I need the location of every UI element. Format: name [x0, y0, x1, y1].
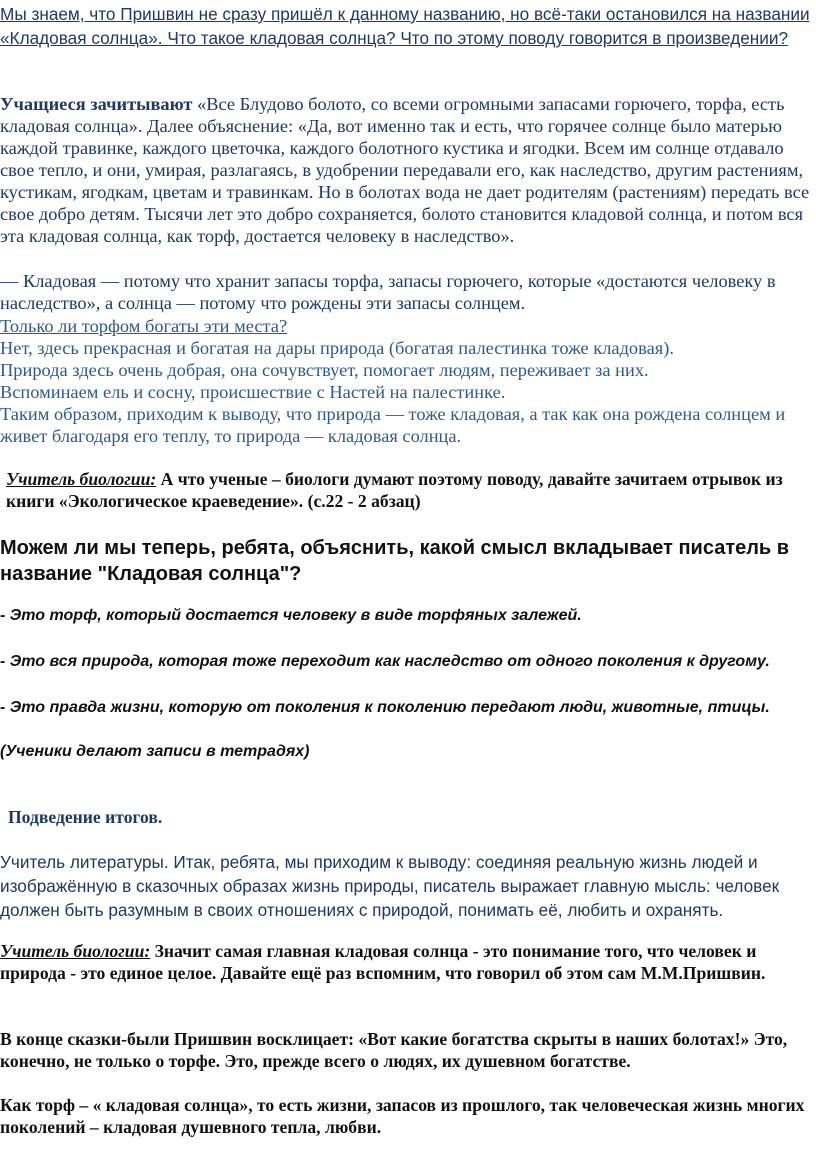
students-read-text: «Все Блудово болото, со всеми огромными запасами горючего, торфа, есть кладовая солнца». Далее объяснение: «Да, вот именно так и есть, что горячее солнце было матерью каждой травинке, каждого цветочка, каждого болотного кустика и ягодки. Всем им солнце отдавало свое тепло, и они, умирая, разлагаясь, в удобрении передавали его, как наследство, другим растениям, кустикам, ягодкам, цветам и травинкам. Но в болотах вода не дает родителям (растениям) передать все свое добро детям. Тысячи лет это добро сохраняется, болото становится кладовой солнца, и потом вся эта кладовая солнца, как торф, достается человеку в наследство». [0, 94, 810, 246]
biology-teacher-label: Учитель биологии: [6, 469, 157, 489]
nature-line-2: Природа здесь очень добрая, она сочувствует, помогает людям, переживает за них. [0, 360, 649, 380]
biology-teacher-text: А что ученые – биологи думают поэтому поводу, давайте зачитаем отрывок из книги «Экологическое краеведение». (с.22 - 2 абзац) [6, 469, 783, 511]
answer-2: - Это вся природа, которая тоже переходит как наследство от одного поколения к другому. [0, 653, 770, 670]
biology-teacher-2-label: Учитель биологии: [0, 941, 151, 961]
nature-line-3: Вспоминаем ель и сосну, происшествие с Настей на палестинке. [0, 382, 506, 402]
literature-teacher-paragraph: Учитель литературы. Итак, ребята, мы приходим к выводу: соединяя реальную жизнь людей и изображённую в сказочных образах жизнь природы, писатель выражает главную мысль: человек должен быть разумным в своих отношениях с природой, понимать её, любить и охранять. [0, 852, 780, 920]
answer-3: - Это правда жизни, которую от поколения к поколению передают люди, животные, птицы. [0, 699, 770, 716]
students-read-label: Учащиеся зачитывают [0, 94, 193, 114]
biology-teacher-2 [0, 940, 812, 984]
biology-teacher-1 [0, 468, 812, 512]
nature-line-4: Таким образом, приходим к выводу, что природа — тоже кладовая, а так как она рождена солнцем и живет благодаря его теплу, то природа — кладовая солнца. [0, 404, 786, 446]
nature-line-1: Нет, здесь прекрасная и богатая на дары природа (богатая палестинка тоже кладовая). [0, 338, 674, 358]
dash-explanation: — Кладовая — потому что хранит запасы торфа, запасы горючего, которые «достаются человеку в наследство», а солнца — потому что рождены эти запасы солнцем. [0, 271, 776, 313]
ending-paragraph-1: В конце сказки-были Пришвин восклицает: «Вот какие богатства скрыты в наших болотах!» Это, конечно, не только о торфе. Это, прежде всего о людях, их душевном богатстве. [0, 1029, 788, 1071]
meaning-question: Можем ли мы теперь, ребята, объяснить, какой смысл вкладывает писатель в название "Кладовая солнца"? [0, 537, 790, 585]
intro-question: Мы знаем, что Пришвин не сразу пришёл к данному названию, но всё-таки остановился на названии «Кладовая солнца». Что такое кладовая солнца? Что по этому поводу говорится в произведении? [0, 4, 810, 48]
ending-paragraph-2: Как торф – « кладовая солнца», то есть жизни, запасов из прошлого, так человеческая жизнь многих поколений – кладовая душевного тепла, любви. [0, 1095, 805, 1137]
students-read-paragraph [0, 93, 812, 247]
answer-1: - Это торф, который достается человеку в виде торфяных залежей. [0, 607, 582, 624]
summary-heading: Подведение итогов. [8, 807, 163, 827]
students-note: (Ученики делают записи в тетрадях) [0, 743, 310, 760]
peat-question: Только ли торфом богаты эти места? [0, 316, 288, 336]
biology-teacher-2-text: Значит самая главная кладовая солнца - это понимание того, что человек и природа - это единое целое. Давайте ещё раз вспомним, что говорил об этом сам М.М.Пришвин. [0, 941, 766, 983]
